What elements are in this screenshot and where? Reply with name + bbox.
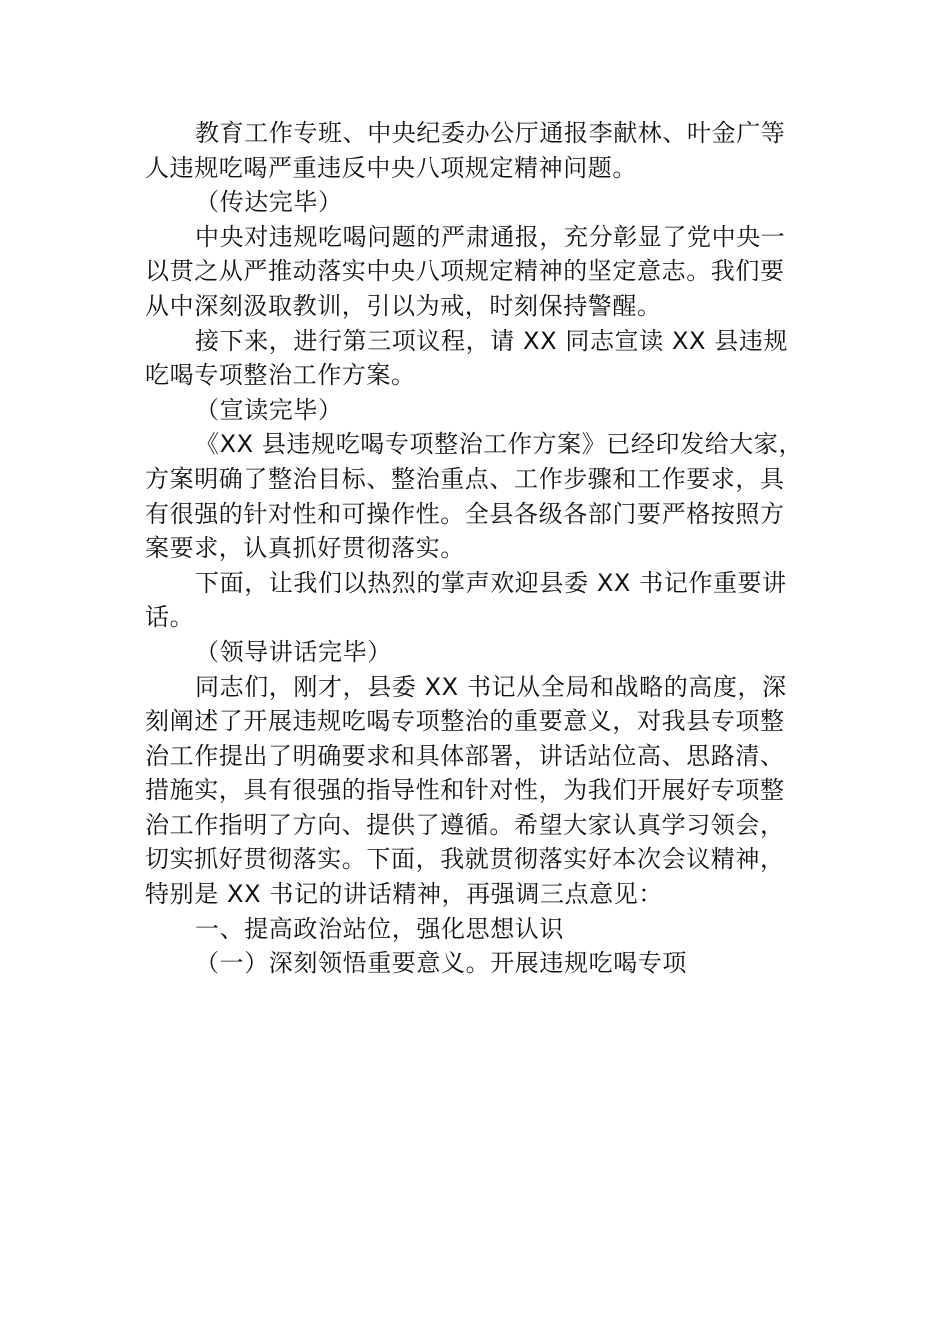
text-line: （领导讲话完毕） <box>195 637 392 666</box>
text-line: 特别是 XX 书记的讲话精神，再强调三点意见： <box>145 880 663 909</box>
text-line: 措施实，具有很强的指导性和针对性，为我们开展好专项整 <box>145 776 785 805</box>
text-line: 中央对违规吃喝问题的严肃通报，充分彰显了党中央一 <box>195 222 786 251</box>
text-line: 刻阐述了开展违规吃喝专项整治的重要意义，对我县专项整 <box>145 707 785 736</box>
text-line: （一）深刻领悟重要意义。开展违规吃喝专项 <box>195 949 687 978</box>
text-line: 人违规吃喝严重违反中央八项规定精神问题。 <box>145 153 637 182</box>
text-line: 下面，让我们以热烈的掌声欢迎县委 XX 书记作重要讲 <box>195 568 787 597</box>
text-line: 治工作提出了明确要求和具体部署，讲话站位高、思路清、 <box>145 741 785 770</box>
text-line: 教育工作专班、中央纪委办公厅通报李献林、叶金广等 <box>195 119 786 147</box>
text-line: 以贯之从严推动落实中央八项规定精神的坚定意志。我们要 <box>145 257 785 286</box>
text-line: （传达完毕） <box>195 188 343 217</box>
text-line: （宣读完毕） <box>195 395 343 424</box>
text-line: 接下来，进行第三项议程，请 XX 同志宣读 XX 县违规 <box>195 326 789 355</box>
document-body <box>145 116 815 981</box>
text-line: 有很强的针对性和可操作性。全县各级各部门要严格按照方 <box>145 499 785 528</box>
text-line: 案要求，认真抓好贯彻落实。 <box>145 534 465 563</box>
text-line: 方案明确了整治目标、整治重点、工作步骤和工作要求，具 <box>145 464 785 493</box>
text-line: 吃喝专项整治工作方案。 <box>145 361 416 390</box>
text-line: 治工作指明了方向、提供了遵循。希望大家认真学习领会， <box>145 810 785 839</box>
text-line: 切实抓好贯彻落实。下面，我就贯彻落实好本次会议精神， <box>145 845 785 874</box>
text-line: 话。 <box>145 603 195 632</box>
text-line: 从中深刻汲取教训，引以为戒，时刻保持警醒。 <box>145 291 662 320</box>
text-line: 一、提高政治站位，强化思想认识 <box>195 914 564 943</box>
text-line: 《XX 县违规吃喝专项整治工作方案》已经印发给大家， <box>195 430 804 459</box>
text-line: 同志们，刚才，县委 XX 书记从全局和战略的高度，深 <box>195 672 787 701</box>
